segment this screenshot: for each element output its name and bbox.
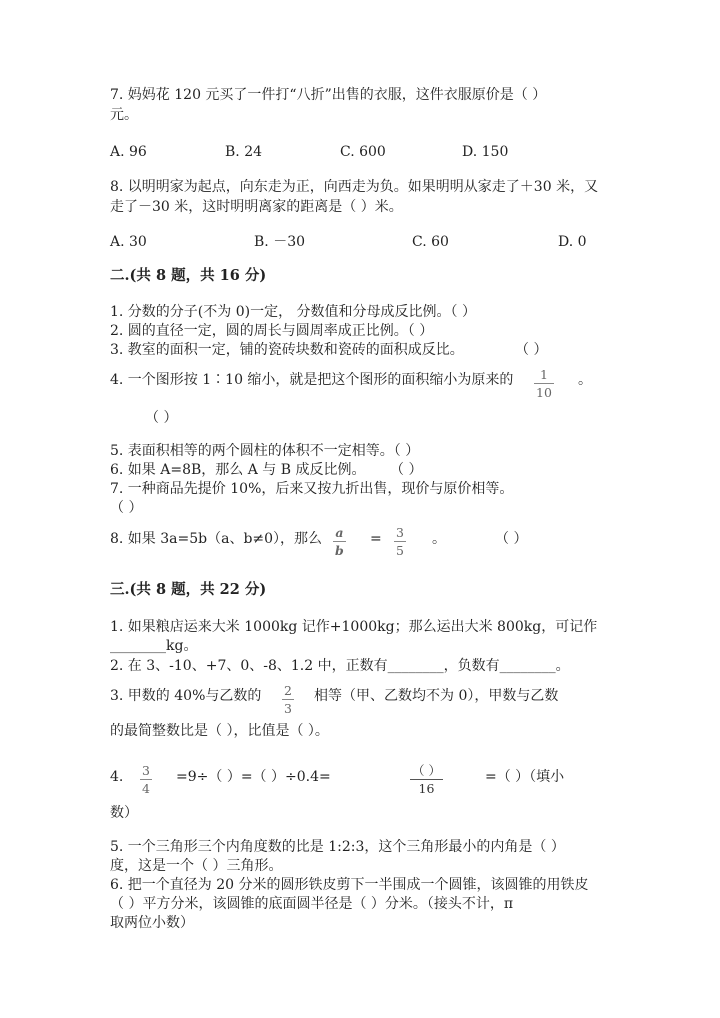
fraction-bar [534, 383, 554, 384]
q7-option-c: C. 600 [340, 144, 386, 160]
s2-q8-fraction-3-5 [394, 525, 406, 558]
s3-q3-fraction-denominator: 3 [284, 701, 292, 716]
fraction-bar [410, 779, 443, 780]
s3-q3-fraction [282, 683, 294, 716]
s2-q7-answer-paren: （ ） [110, 500, 143, 516]
q8-option-a: A. 30 [110, 234, 147, 250]
fraction-bar [140, 779, 152, 780]
s3-q3-text-b: 相等（甲、乙数均不为 0），甲数与乙数 [314, 688, 559, 704]
s3-q4-fraction-3-4 [140, 763, 152, 796]
q8-option-c: C. 60 [412, 234, 449, 250]
s2-q6-text: 6. 如果 A=8B，那么 A 与 B 成反比例。 [110, 462, 366, 478]
s2-q3-text: 3. 教室的面积一定，铺的瓷砖块数和瓷砖的面积成反比。 [110, 342, 464, 358]
s3-q6-line2: （ ）平方分米，该圆锥的底面圆半径是（ ）分米。（接头不计，π [110, 896, 514, 912]
fraction-bar [394, 541, 406, 542]
s3-q4-fraction2-numerator: （ ） [412, 763, 441, 778]
s2-q2: 2. 圆的直径一定，圆的周长与圆周率成正比例。（ ） [110, 323, 434, 339]
s3-q3-fraction-numerator: 2 [284, 683, 292, 698]
s3-q5-line2: 度，这是一个（ ）三角形。 [110, 858, 283, 874]
s2-q8-fraction2-denominator: 5 [396, 543, 404, 558]
section3-heading: 三.(共 8 题，共 22 分) [110, 581, 267, 598]
s2-q8-fraction1-numerator: a [335, 525, 344, 540]
q8-text-line1: 8. 以明明家为起点，向东走为正，向西走为负。如果明明从家走了＋30 米，又 [110, 179, 599, 195]
q8-text-line2: 走了－30 米，这时明明离家的距离是（ ）米。 [110, 199, 403, 215]
q7-text-line1: 7. 妈妈花 120 元买了一件打“八折”出售的衣服，这件衣服原价是（ ） [110, 87, 547, 103]
s3-q4-text-c: =（ ）（填小 [485, 769, 565, 785]
s2-q4-answer-paren: （ ） [145, 410, 178, 426]
s2-q4-fraction-numerator: 1 [539, 367, 548, 382]
s2-q5: 5. 表面积相等的两个圆柱的体积不一定相等。（ ） [110, 443, 420, 459]
s2-q8-fraction-a-b [333, 525, 346, 558]
s2-q4-fraction-denominator: 10 [536, 385, 552, 400]
fraction-bar [282, 699, 294, 700]
q7-option-b: B. 24 [225, 144, 263, 160]
s3-q4-number: 4. [110, 769, 124, 785]
s3-q1-line1: 1. 如果粮店运来大米 1000kg 记作+1000kg；那么运出大米 800kg，可记作 [110, 619, 598, 635]
s2-q8-text: 8. 如果 3a=5b（a、b≠0），那么 [110, 531, 323, 547]
s3-q4-fraction-blank-16 [410, 763, 443, 796]
q8-option-d: D. 0 [558, 234, 587, 250]
s3-q1-line2: ________kg。 [110, 638, 198, 654]
s2-q3-answer-paren: （ ） [515, 342, 548, 358]
s3-q4-fraction1-denominator: 4 [142, 781, 150, 796]
s2-q8-fraction1-denominator: b [335, 543, 344, 558]
s2-q8-answer-paren: （ ） [495, 531, 528, 547]
s3-q3-text-a: 3. 甲数的 40%与乙数的 [110, 688, 262, 704]
s2-q1: 1. 分数的分子(不为 0)一定， 分数值和分母成反比例。（ ） [110, 304, 476, 320]
s3-q4-text-b: =9÷（ ）=（ ）÷0.4= [176, 769, 331, 785]
s2-q8-equals: = [370, 531, 382, 547]
s2-q4-fraction [534, 367, 554, 400]
q7-option-d: D. 150 [462, 144, 509, 160]
s3-q6-line3: 取两位小数） [110, 915, 194, 931]
s3-q4-fraction1-numerator: 3 [142, 763, 150, 778]
q7-option-a: A. 96 [110, 144, 147, 160]
s2-q8-end: 。 [432, 531, 446, 547]
s3-q5-line1: 5. 一个三角形三个内角度数的比是 1:2:3，这个三角形最小的内角是（ ） [110, 839, 565, 855]
s3-q2: 2. 在 3、-10、+7、0、-8、1.2 中，正数有________，负数有________。 [110, 658, 570, 674]
q7-text-line2: 元。 [110, 107, 138, 123]
s2-q7-line1: 7. 一种商品先提价 10%，后来又按九折出售，现价与原价相等。 [110, 481, 514, 497]
s2-q8-fraction2-numerator: 3 [396, 525, 404, 540]
s2-q6-answer-paren: （ ） [390, 462, 423, 478]
s2-q4-text: 4. 一个图形按 1∶10 缩小，就是把这个图形的面积缩小为原来的 [110, 372, 514, 388]
s3-q3-line2: 的最简整数比是（ ），比值是（ ）。 [110, 723, 329, 739]
section2-heading: 二.(共 8 题，共 16 分) [110, 267, 267, 284]
q8-option-b: B. －30 [254, 234, 306, 250]
s3-q4-fraction2-denominator: 16 [418, 781, 435, 796]
s3-q6-line1: 6. 把一个直径为 20 分米的圆形铁皮剪下一半围成一个圆锥，该圆锥的用铁皮 [110, 877, 589, 893]
s2-q4-end: 。 [578, 372, 592, 388]
fraction-bar [333, 541, 346, 542]
s3-q4-line2: 数） [110, 805, 138, 821]
